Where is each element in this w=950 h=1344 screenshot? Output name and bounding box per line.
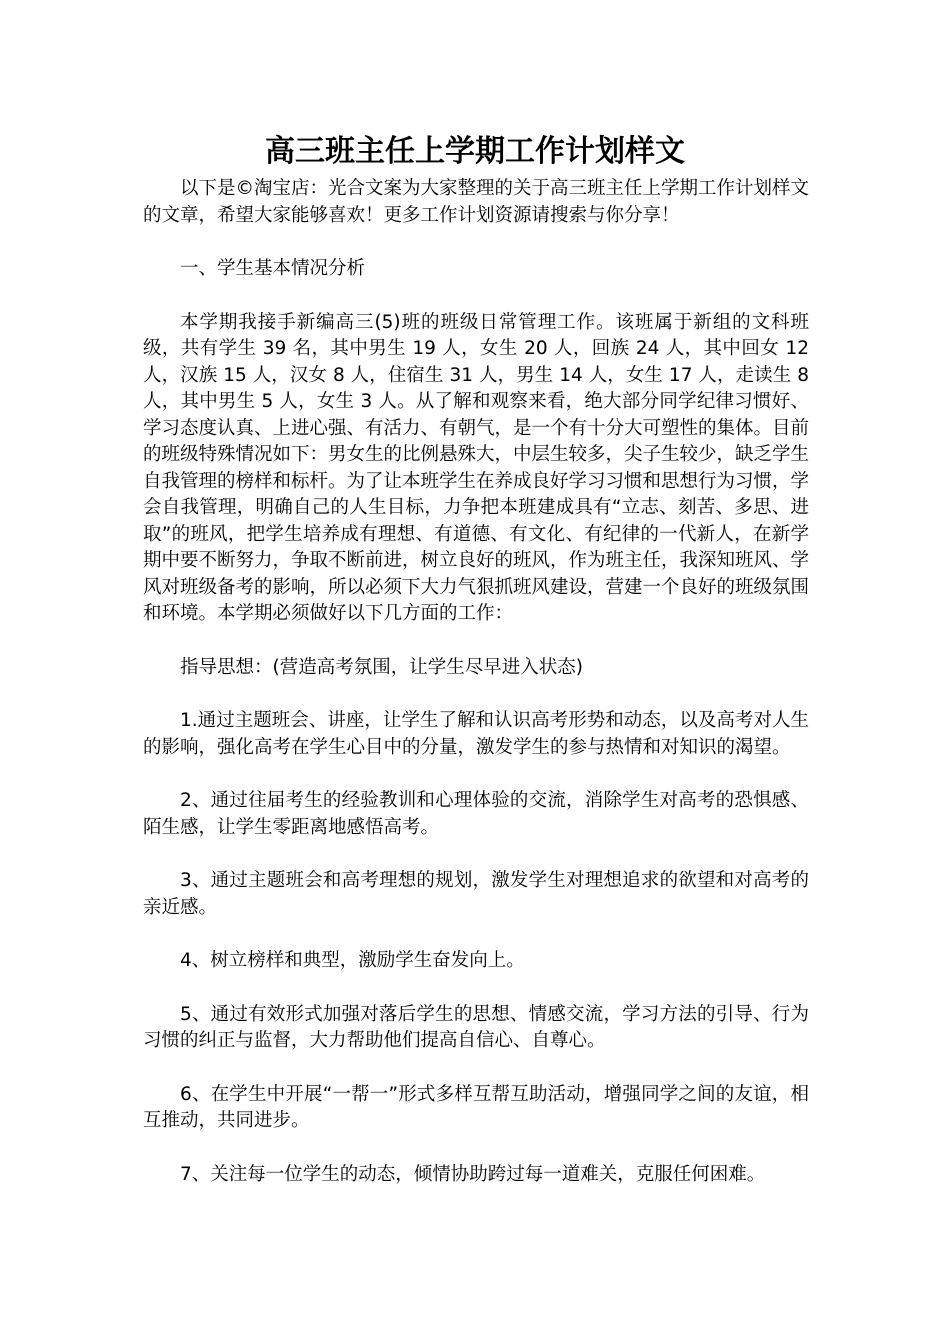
list-item: 7、关注每一位学生的动态，倾情协助跨过每一道难关，克服任何困难。 xyxy=(180,1163,766,1185)
list-item: 6、在学生中开展“一帮一”形式多样互帮互助活动，增强同学之间的友谊，相互推动，共同进步。 xyxy=(143,1083,809,1131)
intro-paragraph: 以下是©淘宝店：光合文案为大家整理的关于高三班主任上学期工作计划样文的文章，希望大家能够喜欢！更多工作计划资源请搜索与你分享！ xyxy=(143,178,810,226)
list-item: 4、树立榜样和典型，激励学生奋发向上。 xyxy=(180,950,525,971)
guiding-thought: 指导思想：(营造高考氛围，让学生尽早进入状态) xyxy=(180,656,583,678)
document-body xyxy=(143,176,809,1215)
section-heading: 一、学生基本情况分析 xyxy=(180,258,366,279)
analysis-paragraph: 本学期我接手新编高三(5)班的班级日常管理工作。该班属于新组的文科班级，共有学生 39 名，其中男生 19 人，女生 20 人，回族 24 人，其中回女 12 人，汉族 15 人，汉女 8 人，住宿生 31 人，男生 14 人，女生 17 人，走读生 8 人，其中男生 5 人，女生 3 人。从了解和观察来看，绝大部分同学纪律习惯好、学习态度认真、上进心强、有活力、有朝气，是一个有十分大可塑性的集体。目前的班级特殊情况如下：男女生的比例悬殊大，中层生较多，尖子生较少，缺乏学生自我管理的榜样和标杆。为了让本班学生在养成良好学习习惯和思想行为习惯，学会自我管理，明确自己的人生目标，力争把本班建成具有“立志、刻苦、多思、进取”的班风，把学生培养成有理想、有道德、有文化、有纪律的一代新人，在新学期中要不断努力，争取不断前进，树立良好的班风，作为班主任，我深知班风、学风对班级备考的影响，所以必须下大力气狠抓班风建设，营建一个良好的班级氛围和环境。本学期必须做好以下几方面的工作： xyxy=(143,311,810,624)
list-item: 1.通过主题班会、讲座，让学生了解和认识高考形势和动态，以及高考对人生的影响，强化高考在学生心目中的分量，激发学生的参与热情和对知识的渴望。 xyxy=(143,710,809,758)
list-item: 2、通过往届考生的经验教训和心理体验的交流，消除学生对高考的恐惧感、陌生感，让学生零距离地感悟高考。 xyxy=(143,790,809,838)
document-title: 高三班主任上学期工作计划样文 xyxy=(265,134,685,169)
list-item: 5、通过有效形式加强对落后学生的思想、情感交流，学习方法的引导、行为习惯的纠正与监督，大力帮助他们提高自信心、自尊心。 xyxy=(143,1003,809,1051)
list-item: 3、通过主题班会和高考理想的规划，激发学生对理想追求的欲望和对高考的亲近感。 xyxy=(143,870,809,918)
